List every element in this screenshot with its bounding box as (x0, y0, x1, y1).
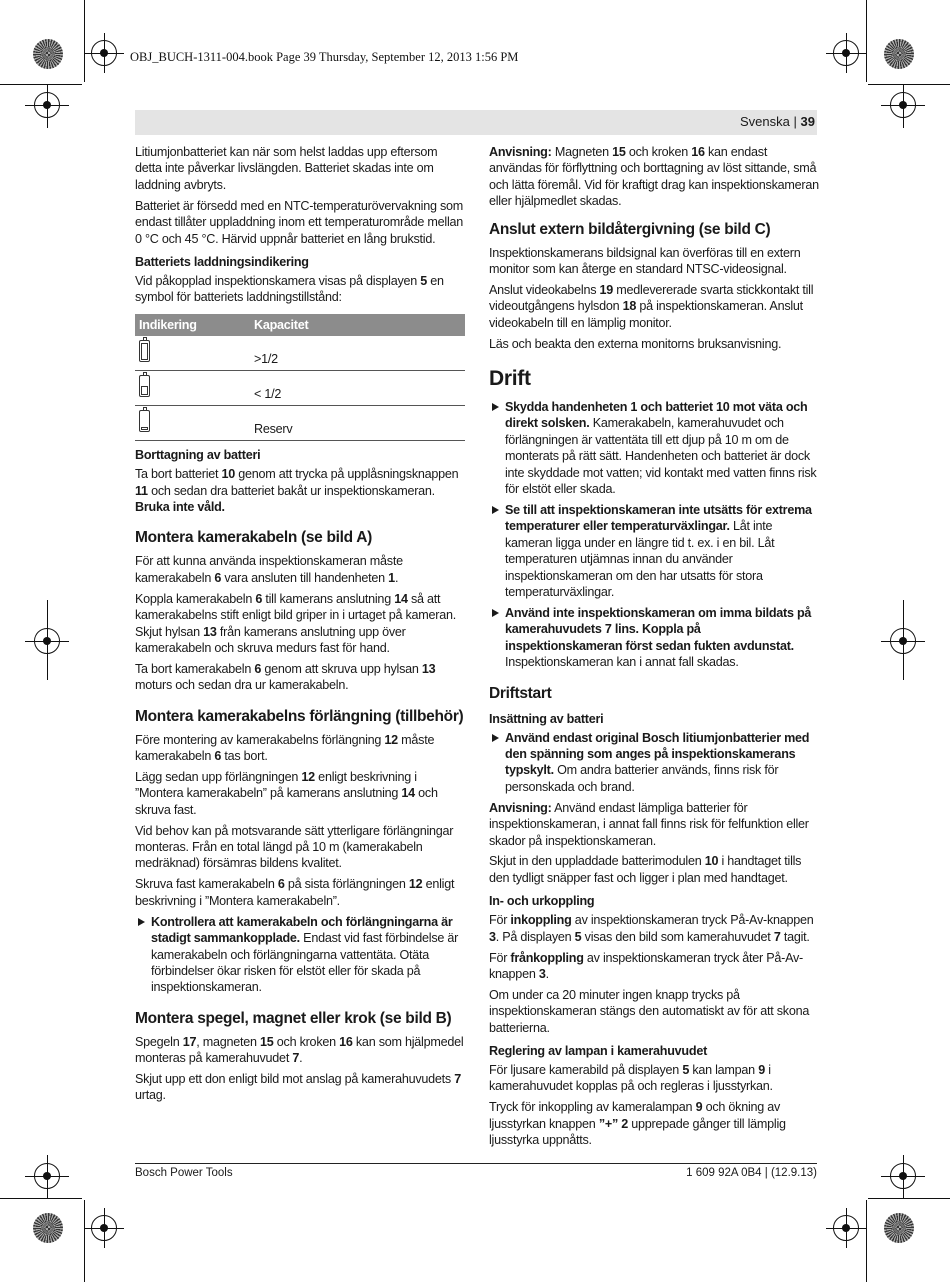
running-head-language: Svenska (740, 114, 790, 129)
warning-bullet: Använd inte inspektionskameran om imma bildats på kamerahuvudets 7 lins. Koppla på inspektionskameran först sedan fukten avdunstat. Inspektionskameran kan i annat fall skadas. (489, 605, 819, 671)
paragraph: Skruva fast kamerakabeln 6 på sista förlängningen 12 enligt beskrivning i ”Montera kamerakabeln”. (135, 877, 455, 908)
paragraph: Tryck för inkoppling av kameralampan 9 och ökning av ljusstyrkan knappen ”+” 2 upprepade gånger till lämplig ljusstyrka uppnåtts. (489, 1100, 786, 1148)
capacity-cell: < 1/2 (250, 371, 465, 406)
note-paragraph: Anvisning: Använd endast lämpliga batterier för inspektionskameran, i annat fall finns risk för felfunktion eller skador på inspektionskameran. (489, 800, 809, 848)
running-head-separator: | (793, 114, 797, 129)
table-row (135, 406, 465, 441)
paragraph: För inkoppling av inspektionskameran tryck På-Av-knappen 3. På displayen 5 visas den bild som kamerahuvudet 7 tagit. (489, 913, 814, 944)
footer-brand: Bosch Power Tools (135, 1167, 233, 1179)
section-heading: Reglering av lampan i kamerahuvudet (489, 1044, 708, 1059)
column-header-indicator: Indikering (135, 314, 250, 336)
paragraph: Lägg sedan upp förlängningen 12 enligt beskrivning i ”Montera kamerakabeln” på kamerans anslutning 14 och skruva fast. (135, 769, 438, 817)
capacity-cell: Reserv (250, 406, 465, 441)
table-row (135, 336, 465, 371)
paragraph: Batteriet är försedd med en NTC-temperaturövervakning som endast tillåter uppladdning inom ett temperaturområde mellan 0 °C och 45 °C. Härvid uppnår batteriet en lång brukstid. (135, 198, 464, 246)
warning-bullet: Kontrollera att kamerakabeln och förlängningarna är stadigt sammankopplade. Endast vid fast förbindelse är kamerakabeln och förlängningarna vattentäta. Otäta förbindelser ökar risken för elstöt eller för skada på inspektionskameran. (135, 914, 465, 996)
paragraph: Koppla kamerakabeln 6 till kamerans anslutning 14 så att kamerakabelns stift enligt bild griper in i urtaget på kameran. Skjut hylsan 13 från kamerans anslutning upp över kamerakabeln och skruva medurs fast för hand. (135, 591, 456, 655)
warning-bullet: Använd endast original Bosch litiumjonbatterier med den spänning som anges på inspektionskamerans typskylt. Om andra batterier används, finns risk för personskada och brand. (489, 730, 819, 796)
paragraph: Litiumjonbatteriet kan när som helst laddas upp eftersom detta inte påverkar livslängden. Batteriet skadas inte om laddning avbryts. (135, 145, 438, 192)
paragraph: Ta bort batteriet 10 genom att trycka på upplåsningsknappen 11 och sedan dra batteriet bakåt ur inspektionskameran. Bruka inte våld. (135, 467, 459, 514)
table-header-row (135, 314, 465, 336)
book-slug: OBJ_BUCH-1311-004.book Page 39 Thursday, September 12, 2013 1:56 PM (130, 50, 519, 64)
warning-bullet: Se till att inspektionskameran inte utsätts för extrema temperaturer eller temperaturväxlingar. Låt inte kameran ligga under en längre tid t. ex. i en bil. Låt temperaturen utjämnas innan du använder inspektionskameran om den har utsatts för stora temperaturväxlingar. (489, 502, 819, 600)
paragraph: Om under ca 20 minuter ingen knapp trycks på inspektionskameran stängs den automatiskt av för att skona batterierna. (489, 987, 810, 1035)
warning-bullet: Skydda handenheten 1 och batteriet 10 mot väta och direkt solsken. Kamerakabeln, kamerahuvudet och förlängningen är vattentäta till ett djup på 10 m om de monterats på rätt sätt. Handenheten och batteriet är dock inte skyddade mot vatten; vid kontakt med vatten finns risk för elstöt eller skada. (489, 399, 819, 497)
right-column (489, 144, 819, 1153)
paragraph: Vid påkopplad inspektionskamera visas på displayen 5 en symbol för batteriets laddningstillstånd: (135, 273, 444, 305)
paragraph: Inspektionskamerans bildsignal kan överföras till en extern monitor som kan återge en standard NTSC-videosignal. (489, 245, 801, 277)
section-heading: Driftstart (489, 684, 552, 702)
section-heading: Montera spegel, magnet eller krok (se bild B) (135, 1009, 452, 1027)
paragraph: Läs och beakta den externa monitorns bruksanvisning. (489, 336, 782, 351)
battery-indicator-table (135, 314, 465, 441)
section-heading: In- och urkoppling (489, 894, 595, 909)
column-header-capacity: Kapacitet (250, 314, 465, 336)
paragraph: För ljusare kamerabild på displayen 5 kan lampan 9 i kamerahuvudet kopplas på och regleras i ljusstyrkan. (489, 1063, 773, 1094)
battery-low-icon (139, 375, 150, 397)
footer-rule (135, 1163, 817, 1164)
running-head (740, 114, 815, 129)
header-band (135, 110, 817, 135)
paragraph: Spegeln 17, magneten 15 och kroken 16 kan som hjälpmedel monteras på kamerahuvudet 7. (135, 1034, 464, 1066)
section-heading: Montera kamerakabeln (se bild A) (135, 529, 373, 547)
left-column (135, 144, 465, 1108)
paragraph: För att kunna använda inspektionskameran måste kamerakabeln 6 vara ansluten till handenheten 1. (135, 554, 403, 585)
paragraph: Skjut in den uppladdade batterimodulen 10 i handtaget tills den tydligt snäpper fast och ligger i plan med handtaget. (489, 854, 802, 885)
footer-docnumber: 1 609 92A 0B4 | (12.9.13) (686, 1167, 817, 1179)
paragraph: Anslut videokabelns 19 medlevererade svarta stickkontakt till videoutgångens hylsdon 18 på inspektionskameran. Anslut videokabeln till en lämplig monitor. (489, 282, 814, 330)
battery-reserve-icon (139, 410, 150, 432)
paragraph: Skjut upp ett don enligt bild mot anslag på kamerahuvudets 7 urtag. (135, 1072, 461, 1103)
section-heading: Anslut extern bildåtergivning (se bild C) (489, 220, 771, 238)
chapter-heading: Drift (489, 367, 531, 391)
page-number: 39 (800, 114, 815, 129)
capacity-cell: >1/2 (250, 336, 465, 371)
paragraph: Före montering av kamerakabelns förlängning 12 måste kamerakabeln 6 tas bort. (135, 732, 435, 764)
battery-high-icon (139, 340, 150, 362)
paragraph: Ta bort kamerakabeln 6 genom att skruva upp hylsan 13 moturs och sedan dra ur kamerakabeln. (135, 661, 436, 693)
section-heading: Borttagning av batteri (135, 448, 261, 463)
table-row (135, 371, 465, 406)
note-paragraph: Anvisning: Magneten 15 och kroken 16 kan endast användas för förflyttning och borttagning av löst sittande, små och lätta föremål. Vid för kraftigt drag kan inspektionskameran eller hjälpmedlet skadas. (489, 145, 819, 209)
paragraph: För frånkoppling av inspektionskameran tryck åter På-Av-knappen 3. (489, 950, 804, 981)
section-heading: Insättning av batteri (489, 711, 604, 726)
paragraph: Vid behov kan på motsvarande sätt ytterligare förlängningar monteras. Från en total längd på 10 m (kamerakabeln medräknad) försämras bildens kvalitet. (135, 823, 454, 871)
section-heading: Montera kamerakabelns förlängning (tillbehör) (135, 707, 464, 725)
section-heading: Batteriets laddningsindikering (135, 254, 309, 269)
